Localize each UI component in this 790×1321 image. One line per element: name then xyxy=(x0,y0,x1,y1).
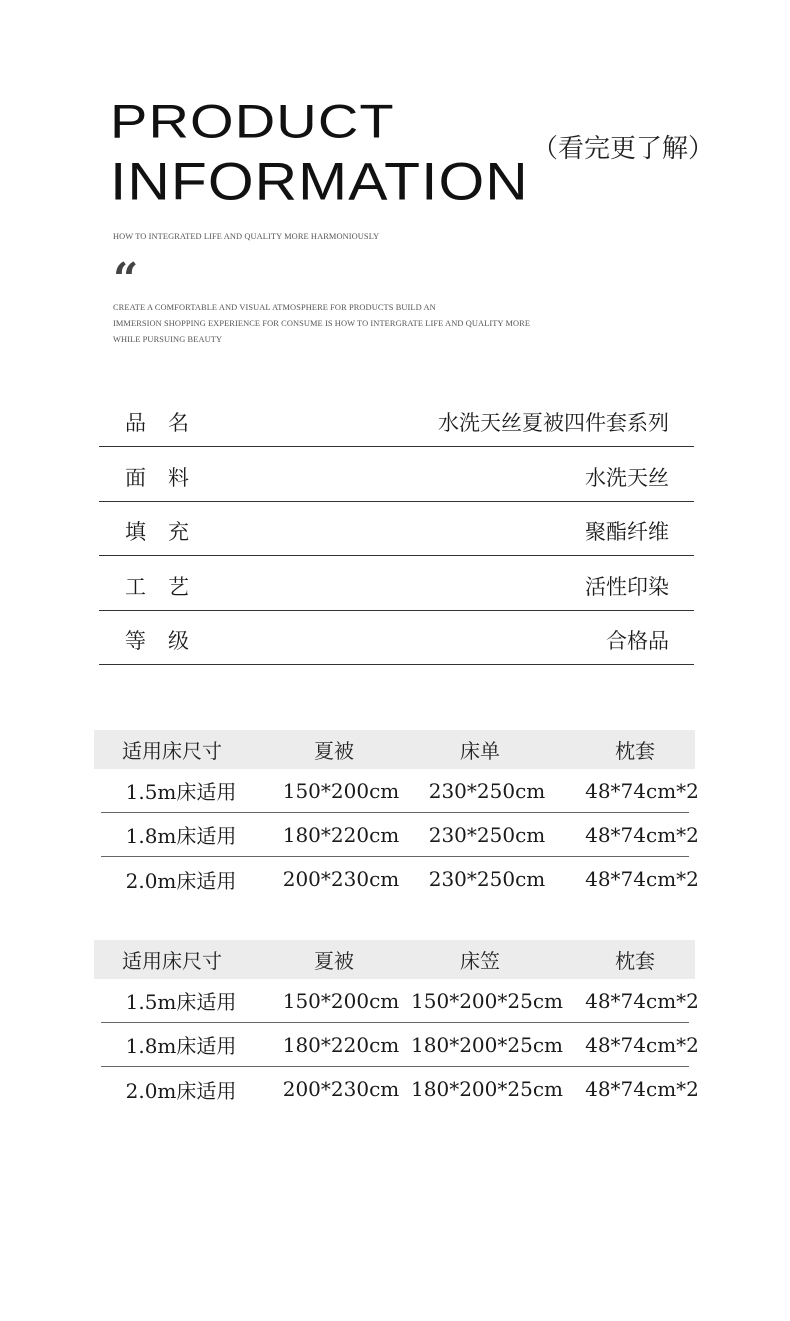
title-information: INFORMATION xyxy=(110,150,529,211)
table-row xyxy=(101,813,699,857)
table-cell: 2.0m床适用 xyxy=(125,1078,237,1103)
header-cell: 夏被 xyxy=(314,949,354,973)
description-line: WHILE PURSUING BEAUTY xyxy=(113,335,223,344)
table-row xyxy=(101,1023,699,1067)
table-cell: 180*220cm xyxy=(282,822,400,847)
table-cell: 150*200cm xyxy=(282,778,400,803)
header-cell: 枕套 xyxy=(615,949,655,973)
info-row-filling xyxy=(99,502,694,557)
info-label: 品名 xyxy=(125,411,211,435)
table-cell: 48*74cm*2 xyxy=(585,822,699,847)
info-row-process xyxy=(99,556,694,611)
info-label: 填充 xyxy=(125,520,211,544)
info-label: 面料 xyxy=(125,465,211,490)
table-cell: 2.0m床适用 xyxy=(125,868,237,893)
table-row xyxy=(101,979,699,1023)
quote-mark-icon: “ xyxy=(113,254,139,305)
size-table-fitted xyxy=(94,940,699,1111)
table-cell: 180*220cm xyxy=(282,1032,400,1057)
table-row xyxy=(101,857,699,901)
info-row-name xyxy=(99,400,694,447)
table-cell: 48*74cm*2 xyxy=(585,778,699,803)
info-value: 聚酯纤维 xyxy=(585,520,669,544)
table-cell: 150*200cm xyxy=(282,988,400,1013)
info-row-grade xyxy=(99,611,694,666)
header-cell: 床单 xyxy=(460,739,500,763)
info-value: 水洗天丝 xyxy=(585,465,669,490)
info-value: 合格品 xyxy=(606,629,669,653)
description-line: CREATE A COMFORTABLE AND VISUAL ATMOSPHERE FOR PRODUCTS BUILD AN xyxy=(113,303,436,312)
info-value: 活性印染 xyxy=(585,574,669,599)
table-cell: 230*250cm xyxy=(428,778,546,803)
table-cell: 48*74cm*2 xyxy=(585,867,699,891)
table-row xyxy=(101,769,699,813)
table-cell: 1.5m床适用 xyxy=(125,990,237,1014)
header-cell: 枕套 xyxy=(615,739,655,763)
info-label: 工艺 xyxy=(125,574,211,599)
header-cell: 适用床尺寸 xyxy=(122,739,222,763)
table-cell: 180*200*25cm xyxy=(411,1077,563,1101)
table-cell: 48*74cm*2 xyxy=(585,988,699,1013)
description-line: IMMERSION SHOPPING EXPERIENCE FOR CONSUME IS HOW TO INTERGRATE LIFE AND QUALITY MORE xyxy=(113,319,531,328)
info-row-fabric xyxy=(99,447,694,502)
header-cell: 夏被 xyxy=(314,739,354,763)
header-cell: 床笠 xyxy=(460,949,500,973)
table-cell: 200*230cm xyxy=(282,1077,400,1101)
info-label: 等级 xyxy=(125,629,211,653)
table-cell: 200*230cm xyxy=(282,867,400,891)
table-cell: 48*74cm*2 xyxy=(585,1077,699,1101)
table-cell: 180*200*25cm xyxy=(411,1032,563,1057)
table-cell: 48*74cm*2 xyxy=(585,1032,699,1057)
table-row xyxy=(101,1067,699,1111)
table-cell: 230*250cm xyxy=(428,867,546,891)
title-product: PRODUCT xyxy=(110,94,395,149)
table-cell: 1.8m床适用 xyxy=(125,824,237,848)
table-cell: 150*200*25cm xyxy=(411,988,563,1013)
table-header xyxy=(94,730,695,769)
info-value: 水洗天丝夏被四件套系列 xyxy=(438,411,669,435)
table-header xyxy=(94,940,695,979)
see-more-note: （看完更了解） xyxy=(532,134,715,164)
table-cell: 1.5m床适用 xyxy=(125,780,237,804)
product-info-table xyxy=(99,400,694,665)
table-cell: 1.8m床适用 xyxy=(125,1034,237,1058)
size-table-sheet xyxy=(94,730,699,901)
table-cell: 230*250cm xyxy=(428,822,546,847)
header-cell: 适用床尺寸 xyxy=(122,949,222,973)
tagline: HOW TO INTEGRATED LIFE AND QUALITY MORE HARMONIOUSLY xyxy=(113,232,380,241)
